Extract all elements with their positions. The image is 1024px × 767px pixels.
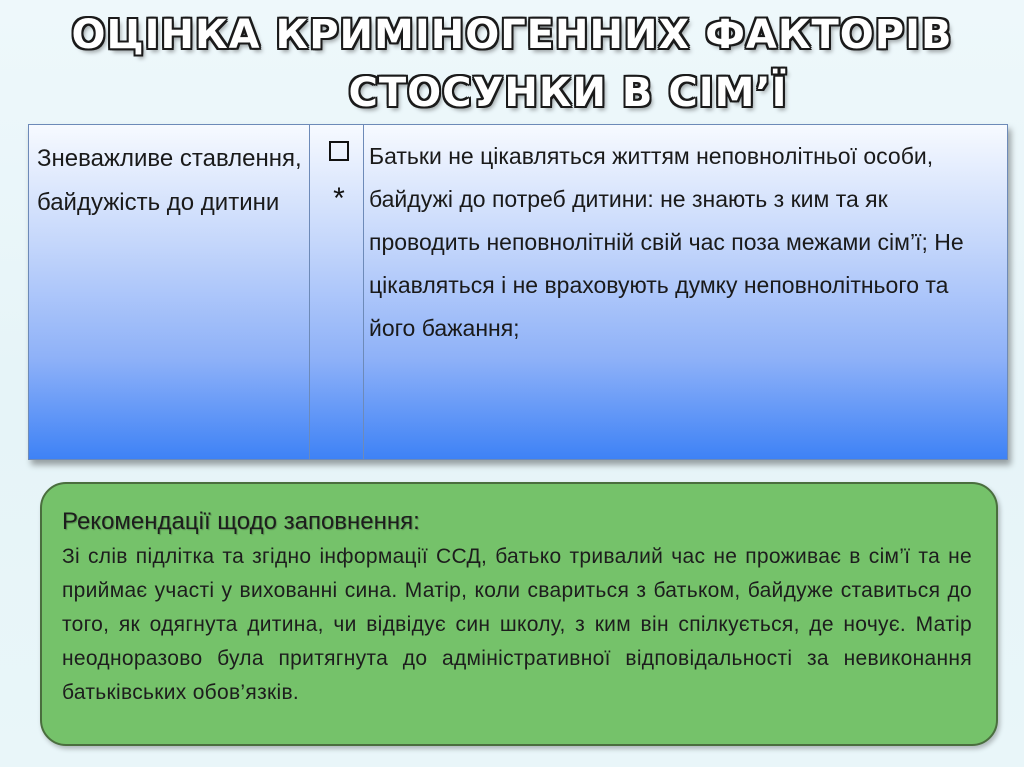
factor-description: Батьки не цікавляться життям неповнолітньої особи, байдужі до потреб дитини: не знають з ким та як проводить неповнолітній свій час поза межами сім’ї; Не цікавляться і не враховують думку неповнолітнього та його бажання; <box>369 143 964 341</box>
checkbox-icon[interactable] <box>329 141 349 161</box>
marker-cell <box>315 133 363 214</box>
recommendations-text: Зі слів підлітка та згідно інформації ССД, батько тривалий час не проживає в сім’ї та не приймає участі у вихованні сина. Матір, коли свариться з батьком, байдуже ставиться до того, як одягнута дитина, чи відвідує син школу, з ким він спілкується, де ночує. Матір неодноразово була притягнута до адміністративної відповідальності за невиконання батьківських обов’язків. <box>62 545 972 704</box>
factor-table <box>28 124 1008 460</box>
column-divider <box>363 125 364 459</box>
recommendations-title: Рекомендації щодо заповнення: <box>62 508 420 535</box>
column-divider <box>309 125 310 459</box>
asterisk-marker: * <box>333 182 345 215</box>
recommendations-box <box>40 482 998 746</box>
factor-name: Зневажливе ставлення, байдужість до дитини <box>37 145 302 216</box>
page-subtitle: СТОСУНКИ В СІМ’Ї <box>348 70 788 116</box>
page-title: ОЦІНКА КРИМІНОГЕННИХ ФАКТОРІВ <box>71 12 953 58</box>
